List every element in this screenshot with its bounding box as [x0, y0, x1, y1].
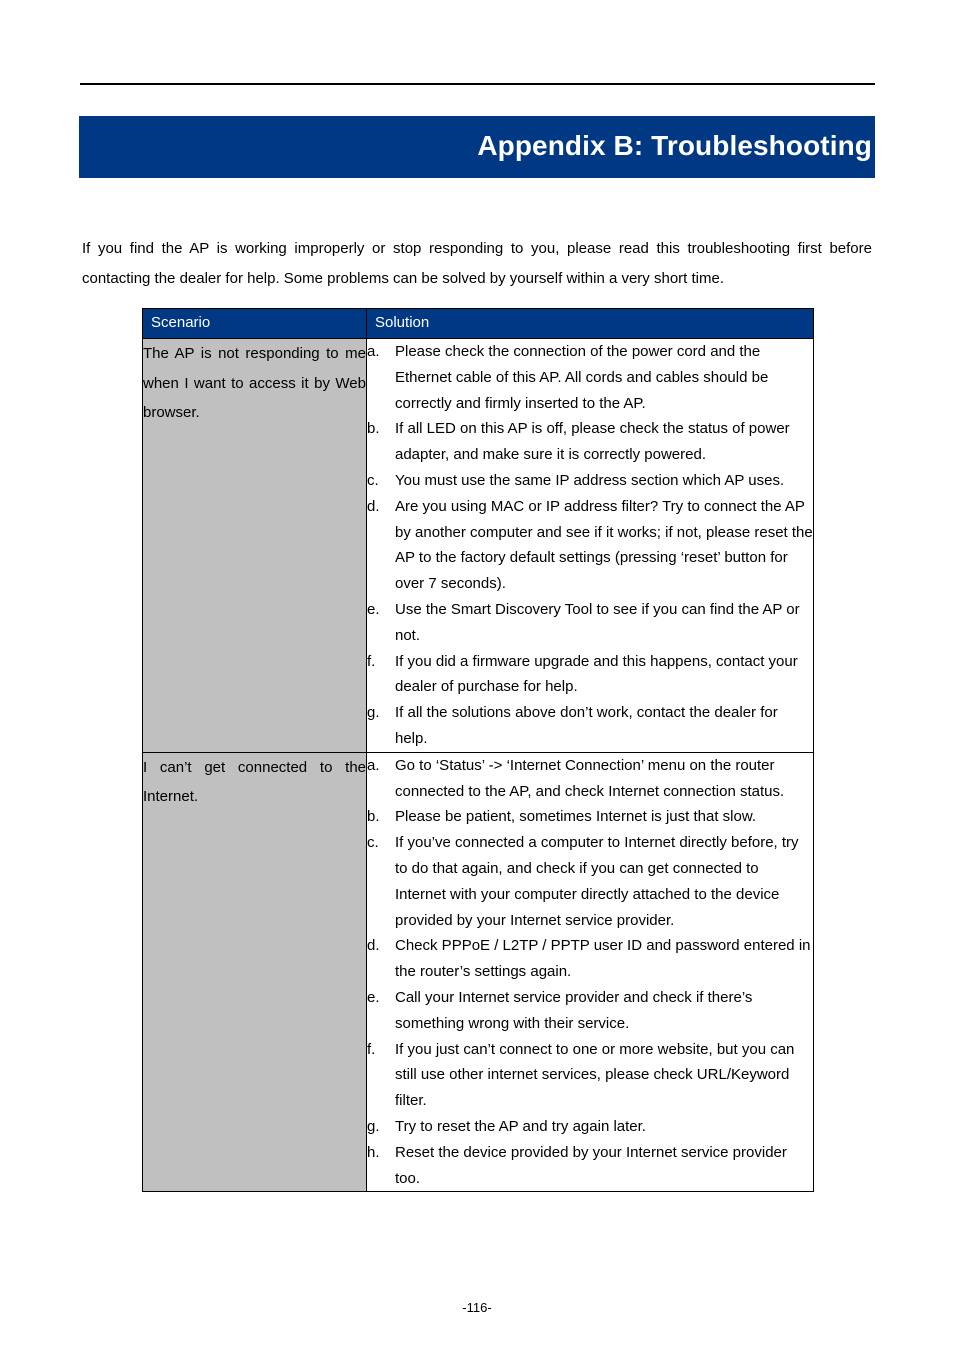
- solution-list: [367, 753, 813, 1192]
- list-item: [367, 804, 813, 830]
- solution-list: [367, 339, 813, 752]
- list-item-text: Go to ‘Status’ -> ‘Internet Connection’ menu on the router connected to the AP, and check Internet connection status.: [395, 756, 785, 800]
- list-item-text: Try to reset the AP and try again later.: [395, 1117, 646, 1135]
- list-marker: f.: [367, 652, 376, 670]
- list-marker: d.: [367, 497, 380, 515]
- list-item-text: If all the solutions above don’t work, contact the dealer for help.: [395, 704, 778, 747]
- list-item: [367, 1140, 813, 1192]
- column-header-scenario: Scenario: [143, 309, 367, 339]
- list-item: [367, 1114, 813, 1140]
- list-item: [367, 597, 813, 649]
- list-item-text: Use the Smart Discovery Tool to see if you can find the AP or not.: [395, 600, 800, 644]
- solution-cell: [367, 339, 814, 753]
- list-item: [367, 468, 813, 494]
- list-item-text: If you’ve connected a computer to Internet directly before, try to do that again, and check if you can get connected to Internet with your computer directly attached to the device provided by your Internet service provider.: [395, 834, 799, 929]
- list-marker: c.: [367, 834, 379, 852]
- list-item-text: You must use the same IP address section which AP uses.: [395, 471, 785, 489]
- list-item-text: Please be patient, sometimes Internet is just that slow.: [395, 808, 757, 826]
- table-header-row: [143, 309, 814, 339]
- scenario-cell: The AP is not responding to me when I want to access it by Web browser.: [143, 339, 367, 753]
- page-number: -116-: [462, 1300, 492, 1315]
- scenario-cell: I can’t get connected to the Internet.: [143, 752, 367, 1192]
- list-item-text: If you just can’t connect to one or more website, but you can still use other internet services, please check URL/Keyword filter.: [395, 1040, 795, 1110]
- list-marker: b.: [367, 420, 380, 438]
- list-marker: c.: [367, 471, 379, 489]
- list-item: [367, 933, 813, 985]
- list-item: [367, 830, 813, 933]
- list-item: [367, 416, 813, 468]
- chapter-banner: [79, 116, 875, 178]
- troubleshooting-table: [142, 308, 814, 1192]
- table-row: [143, 752, 814, 1192]
- list-item-text: Please check the connection of the power cord and the Ethernet cable of this AP. All cords and cables should be correctly and firmly inserted to the AP.: [395, 343, 769, 412]
- header-rule: [80, 83, 875, 85]
- list-marker: e.: [367, 988, 380, 1006]
- list-marker: h.: [367, 1143, 380, 1161]
- list-item: [367, 494, 813, 597]
- list-item: [367, 649, 813, 701]
- list-item: [367, 700, 813, 752]
- list-item-text: Reset the device provided by your Internet service provider too.: [395, 1143, 787, 1187]
- column-header-solution: Solution: [367, 309, 814, 339]
- table-row: [143, 339, 814, 753]
- list-item: [367, 1037, 813, 1114]
- list-marker: b.: [367, 808, 380, 826]
- list-marker: d.: [367, 937, 380, 955]
- intro-paragraph: If you find the AP is working improperly or stop responding to you, please read this troubleshooting first before contacting the dealer for help. Some problems can be solved by yourself within a very short time.: [82, 240, 872, 287]
- list-marker: a.: [367, 756, 380, 774]
- list-marker: a.: [367, 343, 380, 360]
- list-marker: g.: [367, 704, 380, 722]
- list-item-text: If you did a firmware upgrade and this happens, contact your dealer of purchase for help.: [395, 652, 798, 696]
- list-item: [367, 339, 813, 416]
- page-title: Appendix B: Troubleshooting: [477, 130, 872, 161]
- list-item-text: Are you using MAC or IP address filter? Try to connect the AP by another computer and see if it works; if not, please reset the AP to the factory default settings (pressing ‘reset’ button for over 7 seconds).: [395, 497, 813, 593]
- solution-cell: [367, 752, 814, 1192]
- list-item: [367, 753, 813, 805]
- list-item-text: Check PPPoE / L2TP / PPTP user ID and password entered in the router’s settings again.: [395, 937, 811, 981]
- list-marker: e.: [367, 600, 380, 618]
- list-marker: g.: [367, 1117, 380, 1135]
- list-item-text: Call your Internet service provider and check if there’s something wrong with their service.: [395, 988, 753, 1032]
- list-item-text: If all LED on this AP is off, please check the status of power adapter, and make sure it is correctly powered.: [395, 420, 790, 464]
- list-item: [367, 985, 813, 1037]
- list-marker: f.: [367, 1040, 376, 1058]
